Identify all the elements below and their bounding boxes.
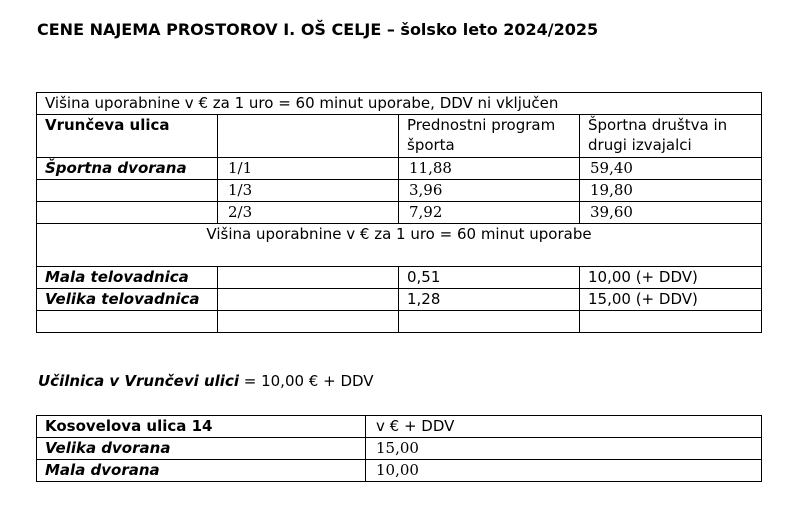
table-row [37,311,762,333]
table-row [37,267,762,289]
location-vrunceva: Vrunčeva ulica [37,115,218,158]
hall-part: 1/3 [218,180,399,202]
unit-header: v € + DDV [366,416,762,438]
page-title: CENE NAJEMA PROSTOROV I. OŠ CELJE – šolsko leto 2024/2025 [37,20,599,39]
priority-price: 0,51 [399,267,580,289]
clubs-price: 19,80 [580,180,762,202]
table-row [37,202,762,224]
price-table-vrunceva [36,92,762,333]
clubs-price: 39,60 [580,202,762,224]
table-row [37,289,762,311]
table-subcaption: Višina uporabnine v € za 1 uro = 60 minut uporabe [37,224,762,267]
empty-cell [218,289,399,311]
hall-price: 15,00 [366,438,762,460]
table-row [37,180,762,202]
hall-part: 1/1 [218,158,399,180]
location-kosovelova: Kosovelova ulica 14 [37,416,366,438]
priority-price: 11,88 [399,158,580,180]
table-caption: Višina uporabnine v € za 1 uro = 60 minut uporabe, DDV ni vključen [37,93,762,115]
clubs-price: 10,00 (+ DDV) [580,267,762,289]
empty-cell [218,115,399,158]
empty-cell [218,267,399,289]
empty-cell [218,311,399,333]
empty-cell [37,202,218,224]
empty-cell [37,311,218,333]
priority-price: 7,92 [399,202,580,224]
hall-name: Mala dvorana [37,460,366,482]
clubs-price: 15,00 (+ DDV) [580,289,762,311]
classroom-price-note [38,372,374,390]
gym-name: Mala telovadnica [37,267,218,289]
hall-name: Velika dvorana [37,438,366,460]
price-table-kosovelova [36,415,762,482]
empty-cell [580,311,762,333]
col-header-clubs: Športna društva in drugi izvajalci [580,115,762,158]
empty-cell [399,311,580,333]
table-row [37,416,762,438]
hall-part: 2/3 [218,202,399,224]
col-header-priority: Prednostni program športa [399,115,580,158]
classroom-price: = 10,00 € + DDV [238,372,374,390]
priority-price: 1,28 [399,289,580,311]
table-row [37,438,762,460]
table-row [37,158,762,180]
clubs-price: 59,40 [580,158,762,180]
empty-cell [37,180,218,202]
priority-price: 3,96 [399,180,580,202]
hall-price: 10,00 [366,460,762,482]
table-row [37,460,762,482]
classroom-label: Učilnica v Vrunčevi ulici [38,372,239,390]
hall-name: Športna dvorana [37,158,218,180]
gym-name: Velika telovadnica [37,289,218,311]
